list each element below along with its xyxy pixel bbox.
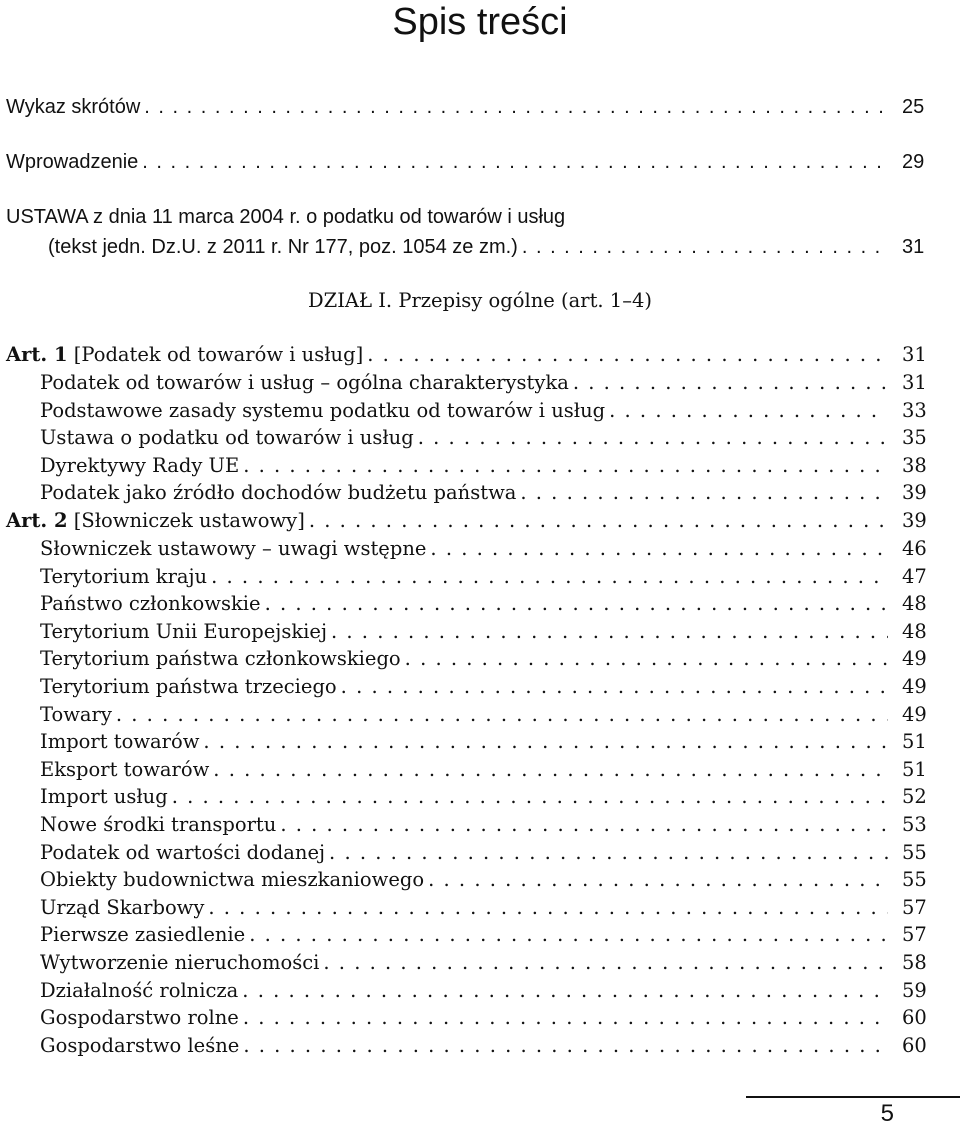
toc-entry-label: [Podatek od towarów i usług]: [73, 343, 364, 366]
toc-entry-label: Gospodarstwo leśne: [40, 1034, 240, 1057]
toc-sub-entry[interactable]: [0, 813, 960, 836]
toc-entry-label: Podatek od wartości dodanej: [40, 841, 326, 864]
toc-entry-label: Urząd Skarbowy: [40, 896, 205, 919]
toc-sub-entry[interactable]: [0, 758, 960, 781]
toc-entry-page: 60: [902, 1006, 927, 1029]
toc-entry-page: 51: [902, 730, 927, 753]
toc-entry-label: Towary: [40, 703, 112, 726]
toc-entry-page: 25: [902, 96, 925, 118]
dot-leader: [309, 509, 888, 532]
toc-sub-entry[interactable]: [0, 923, 960, 946]
toc-sub-entry[interactable]: [0, 620, 960, 643]
toc-entry-wprowadzenie[interactable]: [0, 151, 960, 174]
toc-entry-label: Podatek od towarów i usług – ogólna charakterystyka: [40, 371, 569, 394]
dot-leader: [203, 730, 888, 753]
article-number: Art. 2: [6, 509, 68, 532]
toc-entry-page: 48: [902, 592, 927, 615]
toc-sub-entry[interactable]: [0, 426, 960, 449]
dot-leader: [116, 703, 888, 726]
section-heading: DZIAŁ I. Przepisy ogólne (art. 1–4): [308, 289, 652, 312]
toc-entry-art2[interactable]: [0, 509, 960, 532]
toc-sub-entry[interactable]: [0, 565, 960, 588]
toc-entry-label: Eksport towarów: [40, 758, 210, 781]
dot-leader: [341, 675, 888, 698]
toc-sub-entry[interactable]: [0, 371, 960, 394]
toc-entry-wykaz[interactable]: [0, 96, 960, 119]
dot-leader: [280, 813, 888, 836]
toc-entry-page: 31: [902, 236, 925, 258]
dot-leader: [418, 426, 888, 449]
toc-sub-entry[interactable]: [0, 454, 960, 477]
toc-entry-label: Import usług: [40, 785, 168, 808]
dot-leader: [208, 896, 888, 919]
toc-entry-label: Podatek jako źródło dochodów budżetu państwa: [40, 481, 517, 504]
toc-entry-label: Terytorium państwa trzeciego: [40, 675, 337, 698]
toc-entry-page: 39: [902, 509, 927, 532]
toc-entry-page: 47: [902, 565, 927, 588]
toc-entry-label: [Słowniczek ustawowy]: [73, 509, 305, 532]
toc-entry-label: Państwo członkowskie: [40, 592, 261, 615]
toc-sub-entry[interactable]: [0, 785, 960, 808]
toc-entry-page: 46: [902, 537, 927, 560]
toc-entry-page: 48: [902, 620, 927, 643]
toc-entry-label: Obiekty budownictwa mieszkaniowego: [40, 868, 425, 891]
toc-ustawa-line1: USTAWA z dnia 11 marca 2004 r. o podatku od towarów i usług: [6, 206, 566, 228]
toc-entry-label: Działalność rolnicza: [40, 979, 239, 1002]
toc-entry-page: 55: [902, 841, 927, 864]
dot-leader: [144, 96, 888, 119]
toc-entry-page: 38: [902, 454, 927, 477]
toc-entry-page: 57: [902, 923, 927, 946]
toc-sub-entry[interactable]: [0, 1006, 960, 1029]
toc-entry-page: 35: [902, 426, 927, 449]
dot-leader: [522, 236, 888, 259]
toc-entry-page: 57: [902, 896, 927, 919]
toc-sub-entry[interactable]: [0, 592, 960, 615]
page-title: Spis treści: [392, 1, 568, 43]
toc-sub-entry[interactable]: [0, 951, 960, 974]
toc-entry-label: Podstawowe zasady systemu podatku od towarów i usług: [40, 399, 606, 422]
toc-entry-ustawa[interactable]: [0, 236, 960, 259]
footer-rule: [746, 1096, 960, 1098]
dot-leader: [265, 592, 888, 615]
dot-leader: [323, 951, 888, 974]
dot-leader: [329, 841, 888, 864]
dot-leader: [213, 758, 888, 781]
toc-sub-entry[interactable]: [0, 399, 960, 422]
toc-entry-label: Gospodarstwo rolne: [40, 1006, 239, 1029]
toc-sub-entry[interactable]: [0, 481, 960, 504]
dot-leader: [573, 371, 888, 394]
toc-sub-entry[interactable]: [0, 675, 960, 698]
dot-leader: [249, 923, 888, 946]
toc-entry-page: 55: [902, 868, 927, 891]
toc-entry-label: Wytworzenie nieruchomości: [40, 951, 320, 974]
dot-leader: [331, 620, 888, 643]
toc-entry-label: Słowniczek ustawowy – uwagi wstępne: [40, 537, 427, 560]
toc-entry-page: 29: [902, 151, 925, 173]
toc-entry-label: Ustawa o podatku od towarów i usług: [40, 426, 414, 449]
article-number: Art. 1: [6, 343, 68, 366]
toc-sub-entry[interactable]: [0, 1034, 960, 1057]
toc-entry-label: Terytorium Unii Europejskiej: [40, 620, 327, 643]
toc-entry-page: 49: [902, 703, 927, 726]
toc-entry-page: 51: [902, 758, 927, 781]
dot-leader: [142, 151, 888, 174]
dot-leader: [172, 785, 888, 808]
toc-entry-page: 31: [902, 343, 927, 366]
toc-entry-page: 39: [902, 481, 927, 504]
dot-leader: [242, 979, 888, 1002]
toc-sub-entry[interactable]: [0, 979, 960, 1002]
dot-leader: [243, 1034, 888, 1057]
toc-entry-label: Nowe środki transportu: [40, 813, 277, 836]
dot-leader: [428, 868, 888, 891]
toc-entry-page: 58: [902, 951, 927, 974]
toc-entry-page: 52: [902, 785, 927, 808]
toc-entry-page: 53: [902, 813, 927, 836]
toc-sub-entry[interactable]: [0, 537, 960, 560]
toc-entry-page: 60: [902, 1034, 927, 1057]
toc-entry-label: Pierwsze zasiedlenie: [40, 923, 246, 946]
toc-entry-label: Terytorium państwa członkowskiego: [40, 647, 401, 670]
dot-leader: [243, 454, 888, 477]
toc-sub-entry[interactable]: [0, 703, 960, 726]
toc-entry-label: Dyrektywy Rady UE: [40, 454, 240, 477]
toc-sub-entry[interactable]: [0, 647, 960, 670]
toc-entry-art1[interactable]: [0, 343, 960, 366]
dot-leader: [609, 399, 888, 422]
dot-leader: [520, 481, 888, 504]
toc-entry-label: (tekst jedn. Dz.U. z 2011 r. Nr 177, poz. 1054 ze zm.): [48, 236, 518, 258]
dot-leader: [211, 565, 888, 588]
dot-leader: [367, 343, 888, 366]
toc-entry-label: Import towarów: [40, 730, 200, 753]
toc-entry-label: Wykaz skrótów: [6, 96, 141, 118]
toc-entry-page: 59: [902, 979, 927, 1002]
dot-leader: [405, 647, 888, 670]
toc-entry-label: Terytorium kraju: [40, 565, 208, 588]
page-number: 5: [880, 1100, 894, 1127]
toc-sub-entry[interactable]: [0, 868, 960, 891]
dot-leader: [430, 537, 888, 560]
toc-entry-page: 49: [902, 647, 927, 670]
toc-sub-entry[interactable]: [0, 841, 960, 864]
toc-entry-page: 31: [902, 371, 927, 394]
toc-sub-entry[interactable]: [0, 896, 960, 919]
dot-leader: [243, 1006, 888, 1029]
toc-entry-page: 49: [902, 675, 927, 698]
toc-entry-page: 33: [902, 399, 927, 422]
toc-entry-label: Wprowadzenie: [6, 151, 139, 173]
toc-sub-entry[interactable]: [0, 730, 960, 753]
